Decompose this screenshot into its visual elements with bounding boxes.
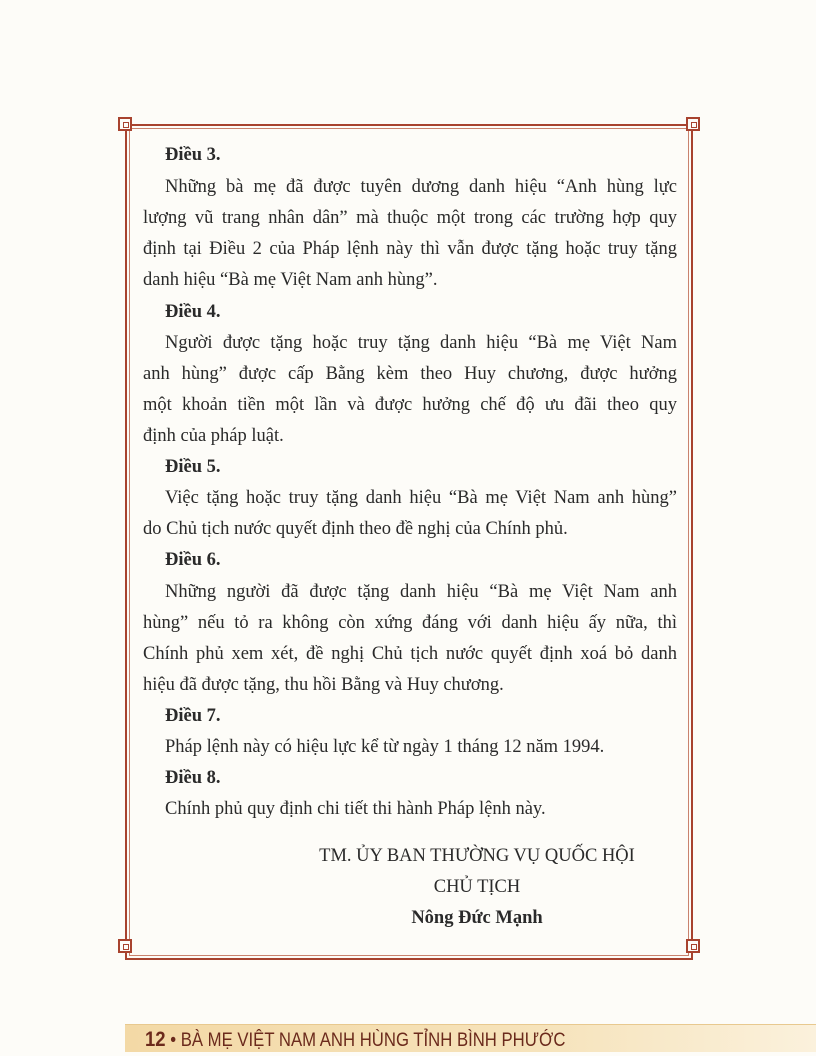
footer-text [145,1028,565,1052]
text-line: Pháp lệnh này có hiệu lực kể từ ngày 1 tháng 12 năm 1994. [165,737,605,757]
signature-name: Nông Đức Mạnh [411,908,543,928]
text-line: Chính phủ xem xét, đề nghị Chủ tịch nước quyết định xoá bỏ danh [143,644,677,664]
text-line: hùng” nếu tỏ ra không còn xứng đáng với danh hiệu ấy nữa, thì [143,613,677,633]
article-heading: Điều 4. [165,302,221,322]
text-line: anh hùng” được cấp Bằng kèm theo Huy chương, được hưởng [143,364,677,384]
text-line: Những bà mẹ đã được tuyên dương danh hiệu “Anh hùng lực [165,177,677,197]
text-line: Việc tặng hoặc truy tặng danh hiệu “Bà mẹ Việt Nam anh hùng” [165,488,677,508]
signature-title: CHỦ TỊCH [433,877,521,897]
text-line: Những người đã được tặng danh hiệu “Bà mẹ Việt Nam anh [165,582,677,602]
corner-ornament-icon [118,939,132,953]
text-line: định tại Điều 2 của Pháp lệnh này thì vẫn được tặng hoặc truy tặng [143,239,677,259]
article-heading: Điều 3. [165,145,221,165]
corner-ornament-icon [686,117,700,131]
text-line: Người được tặng hoặc truy tặng danh hiệu “Bà mẹ Việt Nam [165,333,677,353]
text-line: một khoản tiền một lần và được hưởng chế độ ưu đãi theo quy [143,395,677,415]
corner-ornament-icon [686,939,700,953]
text-line: do Chủ tịch nước quyết định theo đề nghị của Chính phủ. [143,519,568,539]
footer-bullet: • [170,1030,177,1051]
article-heading: Điều 8. [165,768,221,788]
text-line: Chính phủ quy định chi tiết thi hành Pháp lệnh này. [165,799,546,819]
article-heading: Điều 5. [165,457,221,477]
book-title: BÀ MẸ VIỆT NAM ANH HÙNG TỈNH BÌNH PHƯỚC [180,1030,566,1051]
signature-org: TM. ỦY BAN THƯỜNG VỤ QUỐC HỘI [319,846,635,866]
article-heading: Điều 7. [165,706,221,726]
page-footer [125,1024,816,1052]
page-number: 12 [145,1028,166,1051]
text-line: danh hiệu “Bà mẹ Việt Nam anh hùng”. [143,270,438,290]
text-line: định của pháp luật. [143,426,284,446]
article-heading: Điều 6. [165,550,221,570]
corner-ornament-icon [118,117,132,131]
text-line: hiệu đã được tặng, thu hồi Bằng và Huy chương. [143,675,504,695]
text-line: lượng vũ trang nhân dân” mà thuộc một trong các trường hợp quy [143,208,677,228]
